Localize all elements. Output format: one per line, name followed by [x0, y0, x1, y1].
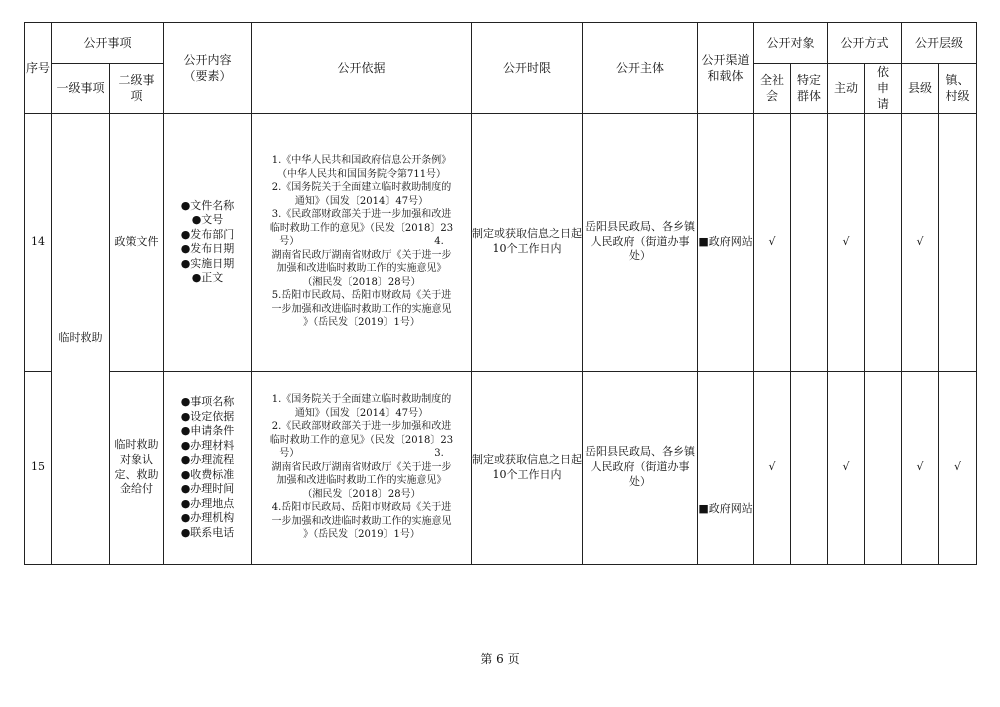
time-limit: 制定或获取信息之日起10个工作日内: [472, 113, 583, 371]
disclosure-table: [24, 22, 977, 565]
header-content: 公开内容（要素）: [164, 23, 252, 114]
time-limit: 制定或获取信息之日起10个工作日内: [472, 371, 583, 564]
basis-line: 5.岳阳市民政局、岳阳市财政局《关于进: [271, 290, 452, 302]
level-town-check: √: [939, 371, 977, 564]
content-item: ●发布日期: [180, 242, 235, 256]
header-level-group: 公开层级: [902, 23, 977, 64]
content-item: ●设定依据: [180, 409, 235, 423]
header-time-limit: 公开时限: [472, 23, 583, 114]
subject: 岳阳县民政局、各乡镇人民政府（街道办事处）: [583, 371, 698, 564]
basis-line: 通知》（国发〔2014〕47号）: [294, 195, 429, 207]
method-request-check: [865, 113, 902, 371]
basis-line: 加强和改进临时救助工作的实施意见》: [276, 475, 447, 487]
target-all-check: √: [754, 371, 791, 564]
header-basis: 公开依据: [252, 23, 472, 114]
method-active-check: √: [828, 371, 865, 564]
basis-line: 湖南省民政厅湖南省财政厅《关于进一步: [271, 249, 452, 261]
level1-item: 临时救助: [52, 113, 110, 564]
content-item: ●办理机构: [180, 511, 235, 525]
header-target-all: 全社会: [754, 64, 791, 114]
content-list: [164, 113, 252, 371]
content-item: ●联系电话: [180, 525, 235, 539]
header-subject: 公开主体: [583, 23, 698, 114]
basis-line: 4.岳阳市民政局、岳阳市财政局《关于进: [271, 502, 452, 514]
basis-line: （湘民发〔2018〕28号）: [302, 276, 421, 288]
basis-line: 一步加强和改进临时救助工作的实施意见: [271, 303, 452, 315]
content-item: ●实施日期: [180, 256, 235, 270]
target-all-check: √: [754, 113, 791, 371]
content-item: ●办理材料: [180, 438, 235, 452]
basis-line: 临时救助工作的意见》（民发〔2018〕23: [269, 434, 454, 446]
level2-item: 临时救助对象认定、救助金给付: [110, 371, 164, 564]
header-level1: 一级事项: [52, 64, 110, 114]
level-town-check: [939, 113, 977, 371]
basis-line: 加强和改进临时救助工作的实施意见》: [276, 263, 447, 275]
content-item: ●申请条件: [180, 424, 235, 438]
basis-line: 2.《国务院关于全面建立临时救助制度的: [271, 182, 452, 194]
header-level-county: 县级: [902, 64, 939, 114]
content-item: ●办理时间: [180, 482, 235, 496]
subject: 岳阳县民政局、各乡镇人民政府（街道办事处）: [583, 113, 698, 371]
basis-line: 一步加强和改进临时救助工作的实施意见: [271, 515, 452, 527]
basis-line: 临时救助工作的意见》（民发〔2018〕23: [269, 222, 454, 234]
content-item: ●文号: [191, 213, 224, 227]
table-row: [25, 371, 977, 564]
basis-line: 2.《民政部财政部关于进一步加强和改进: [271, 421, 452, 433]
header-method-request: 依申请: [865, 64, 902, 114]
basis-line: 号） 4.: [279, 236, 444, 248]
target-specific-check: [791, 113, 828, 371]
header-method-active: 主动: [828, 64, 865, 114]
level2-item: 政策文件: [110, 113, 164, 371]
basis-line: 》（岳民发〔2019〕1号）: [303, 529, 420, 541]
content-item: ●正文: [191, 271, 224, 285]
basis-line: 3.《民政部财政部关于进一步加强和改进: [271, 209, 452, 221]
basis-line: 湖南省民政厅湖南省财政厅《关于进一步: [271, 461, 452, 473]
header-seq: 序号: [25, 23, 52, 114]
header-method-group: 公开方式: [828, 23, 902, 64]
method-active-check: √: [828, 113, 865, 371]
method-request-check: [865, 371, 902, 564]
target-specific-check: [791, 371, 828, 564]
basis-line: 号） 3.: [279, 448, 444, 460]
content-item: ●收费标准: [180, 467, 235, 481]
header-level2: 二级事项: [110, 64, 164, 114]
content-item: ●事项名称: [180, 394, 235, 408]
row-seq: 14: [25, 113, 52, 371]
header-target-group: 公开对象: [754, 23, 828, 64]
basis-line: 》（岳民发〔2019〕1号）: [303, 317, 420, 329]
page-number: 第 6 页: [480, 652, 520, 666]
basis-line: 1.《国务院关于全面建立临时救助制度的: [271, 394, 452, 406]
content-item: ●文件名称: [180, 198, 235, 212]
content-item: ●发布部门: [180, 227, 235, 241]
table-row: [25, 113, 977, 371]
header-target-specific: 特定群体: [791, 64, 828, 114]
basis-line: 通知》（国发〔2014〕47号）: [294, 407, 429, 419]
basis-line: （中华人民共和国国务院令第711号）: [276, 168, 447, 180]
content-list: [164, 371, 252, 564]
content-item: ●办理地点: [180, 496, 235, 510]
basis-line: 1.《中华人民共和国政府信息公开条例》: [271, 155, 452, 167]
basis-text: [252, 371, 472, 564]
basis-text: [252, 113, 472, 371]
row-seq: 15: [25, 371, 52, 564]
level-county-check: √: [902, 371, 939, 564]
level-county-check: √: [902, 113, 939, 371]
header-channel: 公开渠道和载体: [698, 23, 754, 114]
content-item: ●办理流程: [180, 453, 235, 467]
basis-line: （湘民发〔2018〕28号）: [302, 488, 421, 500]
channel: ■政府网站: [698, 113, 754, 371]
channel: ■政府网站: [698, 371, 754, 564]
header-level-town: 镇、村级: [939, 64, 977, 114]
header-items-group: 公开事项: [52, 23, 164, 64]
